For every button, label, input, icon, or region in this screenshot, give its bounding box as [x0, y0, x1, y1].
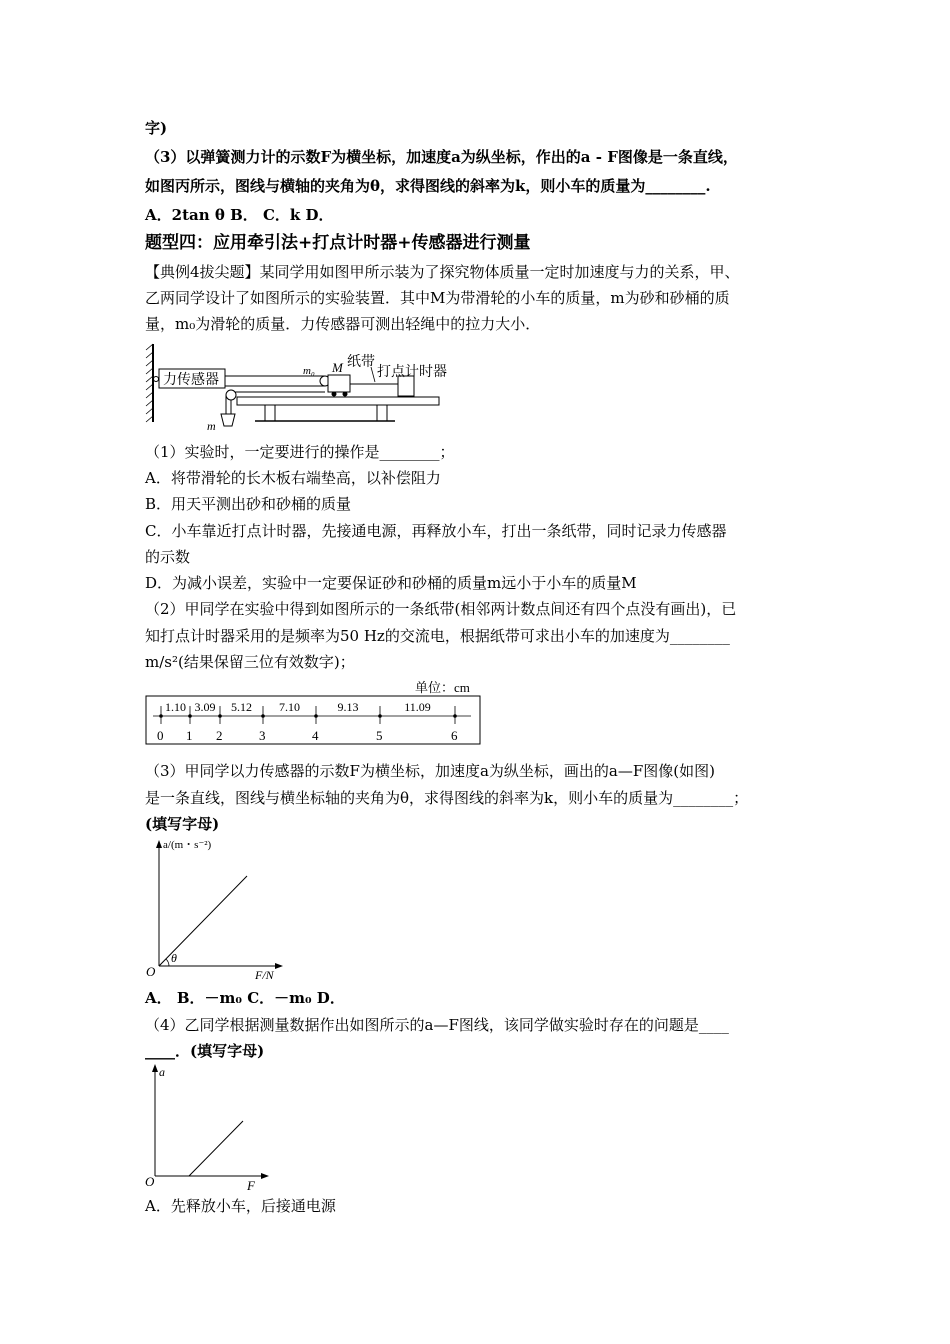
example-intro-3: 量，m₀为滑轮的质量．力传感器可测出轻绳中的拉力大小． — [145, 315, 541, 333]
graph2-ylabel: a — [159, 1065, 165, 1079]
graph1-ylabel: a/(m・s⁻²) — [163, 839, 212, 851]
a-f-graph-1 — [145, 838, 295, 987]
option-1c: C．小车靠近打点计时器，先接通电源，再释放小车，打出一条纸带，同时记录力传感器 — [145, 522, 727, 540]
graph1-origin: O — [146, 964, 156, 979]
question-2: （2）甲同学在实验中得到如图所示的一条纸带(相邻两计数点间还有四个点没有画出)，已 — [145, 600, 737, 618]
tape-point — [378, 714, 382, 718]
question-4: （4）乙同学根据测量数据作出如图所示的a—F图线，该同学做实验时存在的问题是____ — [145, 1016, 729, 1034]
options-prev: A．2tan θ B． C．k D． — [145, 206, 334, 224]
tape-point — [261, 714, 265, 718]
tape-point — [159, 714, 163, 718]
question-4-cont: ____．(填写字母) — [145, 1042, 265, 1060]
tape-segment-label: 3.09 — [194, 700, 216, 714]
tape-point — [314, 714, 318, 718]
tape-point-label: 1 — [186, 728, 193, 743]
paper-tape-figure — [145, 678, 485, 754]
tape-point-label: 4 — [312, 728, 319, 743]
timer-label: 打点计时器 — [377, 365, 447, 380]
option-4a: A．先释放小车，后接通电源 — [145, 1197, 336, 1215]
tape-point — [188, 714, 192, 718]
question-3-hint: (填写字母) — [145, 815, 220, 833]
question-2-cont: 知打点计时器采用的是频率为50 Hz的交流电，根据纸带可求出小车的加速度为________ — [145, 627, 730, 645]
graph2-xlabel: F — [247, 1178, 255, 1192]
tape-segment-label: 7.10 — [279, 700, 300, 714]
tape-segment-label: 11.09 — [404, 700, 431, 714]
question-1: （1）实验时，一定要进行的操作是________； — [145, 443, 455, 461]
graph2-origin: O — [145, 1174, 155, 1189]
graph1-xlabel: F/N — [255, 968, 274, 982]
graph1-angle: θ — [171, 951, 177, 965]
tape-point-label: 5 — [376, 728, 383, 743]
question-3-cont: 是一条直线，图线与横坐标轴的夹角为θ，求得图线的斜率为k，则小车的质量为________； — [145, 789, 749, 807]
option-1a: A．将带滑轮的长木板右端垫高，以补偿阻力 — [145, 469, 441, 487]
question-2-cont-2: m/s²(结果保留三位有效数字)； — [145, 653, 355, 671]
sensor-label: 力传感器 — [163, 373, 219, 388]
tape-segment-label: 9.13 — [337, 700, 359, 714]
tape-point-label: 3 — [259, 728, 266, 743]
a-f-graph-2 — [145, 1062, 275, 1196]
option-1b: B．用天平测出砂和砂桶的质量 — [145, 495, 352, 513]
tape-unit: 单位：cm — [415, 680, 470, 695]
question-3-prev: （3）以弹簧测力计的示数F为横坐标，加速度a为纵坐标，作出的a - F图像是一条直线， — [145, 148, 738, 166]
tape-segment-label: 1.10 — [165, 700, 186, 714]
tape-point — [218, 714, 222, 718]
cart-mass-label: M — [332, 360, 343, 375]
m0-label: m₀ — [303, 365, 315, 377]
m-label: m — [207, 419, 216, 433]
apparatus-figure — [145, 340, 455, 439]
question-3-prev-cont: 如图丙所示，图线与横轴的夹角为θ，求得图线的斜率为k，则小车的质量为________. — [145, 177, 711, 195]
tape-point-label: 2 — [216, 728, 223, 743]
section-heading: 题型四：应用牵引法+打点计时器+传感器进行测量 — [145, 233, 531, 253]
tape-point — [453, 714, 457, 718]
text-line: 字) — [145, 119, 168, 137]
tape-point-label: 0 — [157, 728, 164, 743]
tape-point-label: 6 — [451, 728, 458, 743]
option-1c-cont: 的示数 — [145, 548, 191, 566]
tape-segment-label: 5.12 — [231, 700, 252, 714]
example-intro: 【典例4拔尖题】某同学用如图甲所示装为了探究物体质量一定时加速度与力的关系，甲、 — [145, 263, 740, 281]
example-intro-2: 乙两同学设计了如图所示的实验装置．其中M为带滑轮的小车的质量，m为砂和砂桶的质 — [145, 289, 730, 307]
question-3: （3）甲同学以力传感器的示数F为横坐标，加速度a为纵坐标，画出的a—F图像(如图) — [145, 762, 715, 780]
tape-label: 纸带 — [347, 355, 375, 370]
option-1d: D．为减小误差，实验中一定要保证砂和砂桶的质量m远小于小车的质量M — [145, 574, 637, 592]
question-3-options: A． B．－m₀ C．－m₀ D． — [145, 989, 345, 1007]
